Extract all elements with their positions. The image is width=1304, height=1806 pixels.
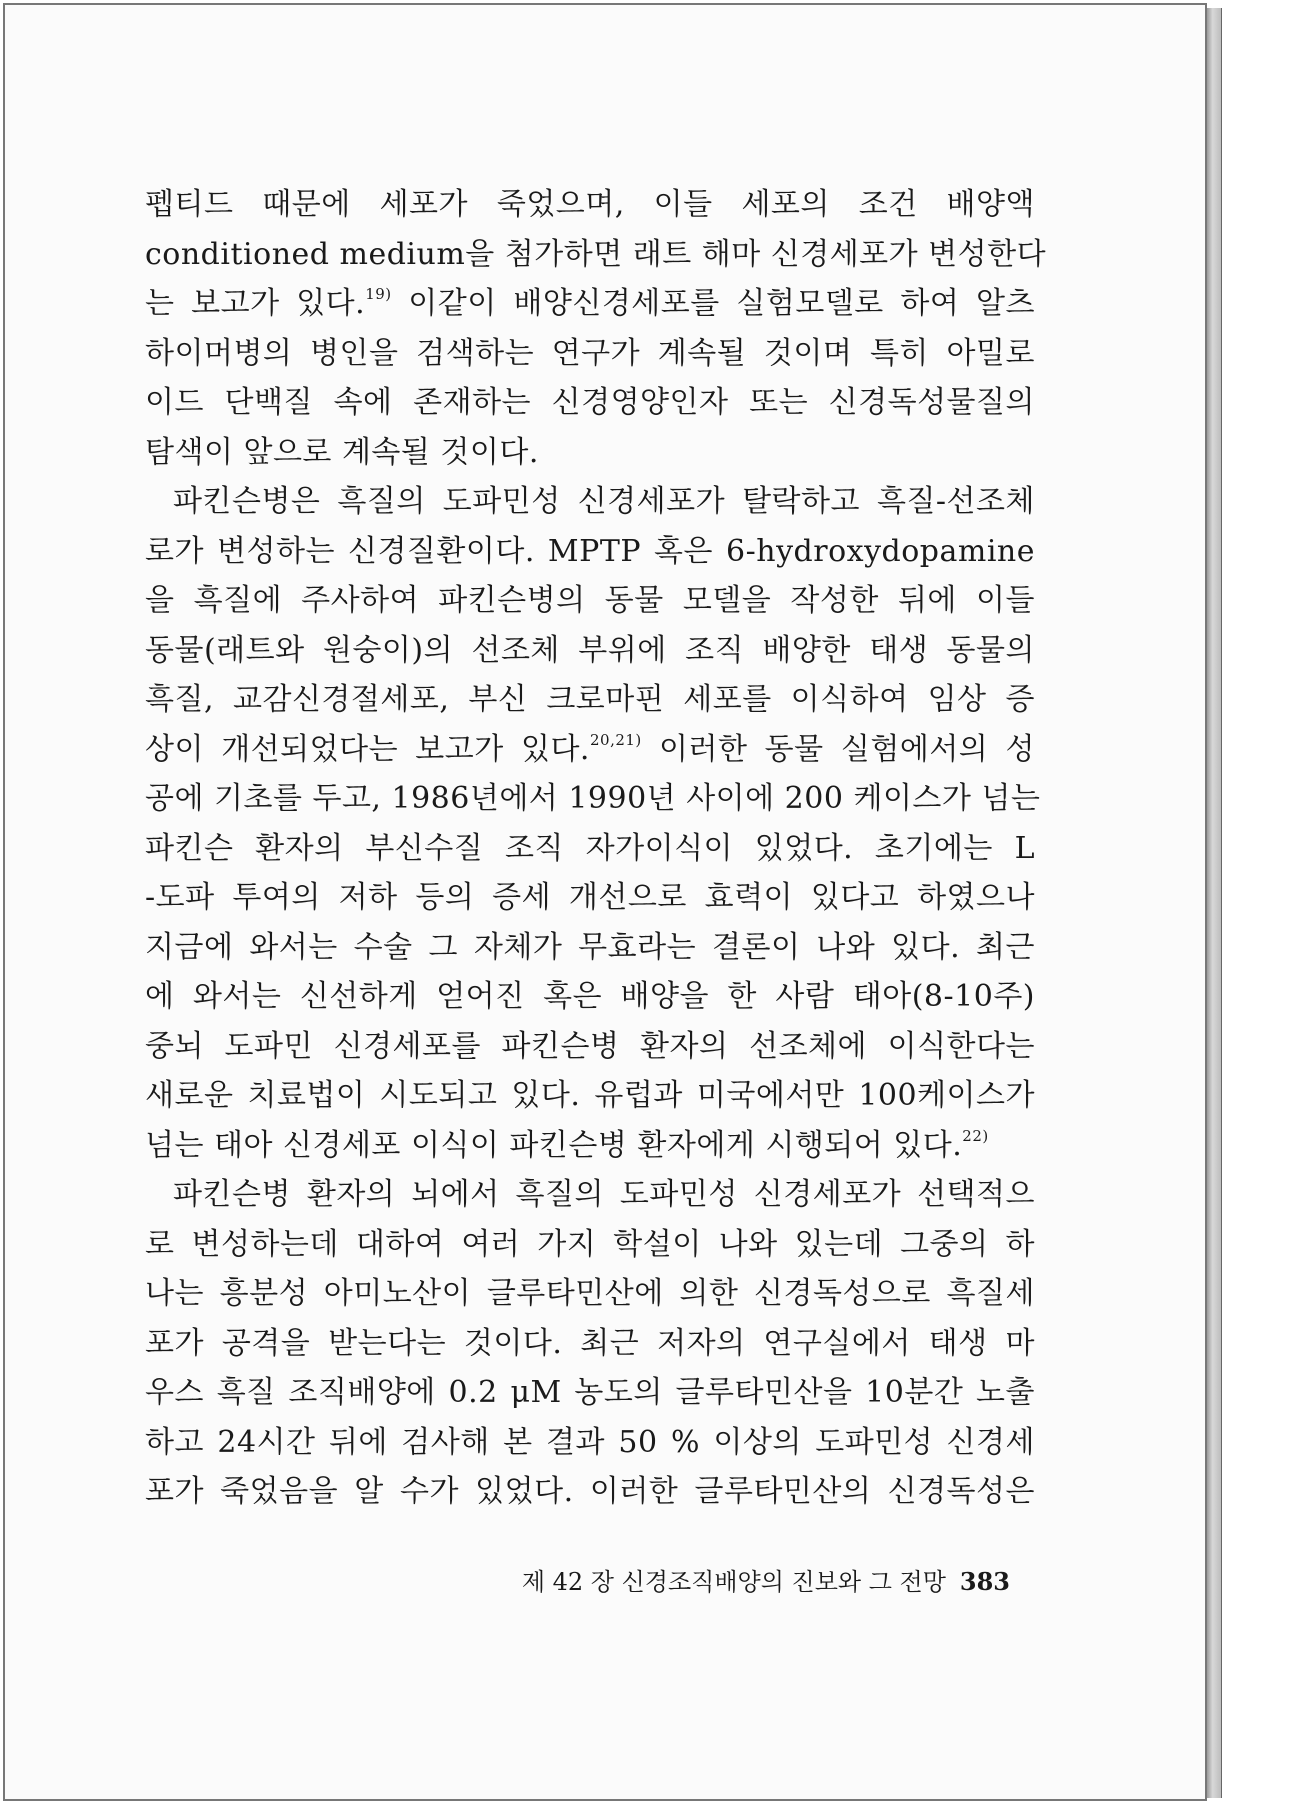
paragraph-start-line: 파킨슨병은 흑질의 도파민성 신경세포가 탈락하고 흑질-선조체 [173,484,1035,519]
text-line: 새로운 치료법이 시도되고 있다. 유럽과 미국에서만 100케이스가 [145,1078,1035,1113]
text-line: 파킨슨 환자의 부신수질 조직 자가이식이 있었다. 초기에는 L [145,830,1035,866]
text-line: 로 변성하는데 대하여 여러 가지 학설이 나와 있는데 그중의 하 [145,1226,1035,1262]
page-footer [470,1562,1010,1602]
citation-reference: 22) [962,1126,989,1145]
text-line: -도파 투여의 저하 등의 증세 개선으로 효력이 있다고 하였으나 [145,880,1035,915]
body-text [145,180,1047,1517]
text-line: 이드 단백질 속에 존재하는 신경영양인자 또는 신경독성물질의 [145,385,1035,420]
text-line: 을 흑질에 주사하여 파킨슨병의 동물 모델을 작성한 뒤에 이들 [145,583,1035,618]
text-line: 공에 기초를 두고, 1986년에서 1990년 사이에 200 케이스가 넘는 [145,781,1041,816]
text-line: 로가 변성하는 신경질환이다. MPTP 혹은 6-hydroxydopamine [145,533,1035,569]
running-title: 제 42 장 신경조직배양의 진보와 그 전망 [521,1568,946,1596]
citation-reference: 19) [365,285,392,303]
text-line: 펩티드 때문에 세포가 죽었으며, 이들 세포의 조건 배양액 [145,187,1035,222]
text-line: conditioned medium을 첨가하면 래트 해마 신경세포가 변성한다 [145,236,1047,272]
text-line: 동물(래트와 원숭이)의 선조체 부위에 조직 배양한 태생 동물의 [145,632,1035,668]
text-line: 하이머병의 병인을 검색하는 연구가 계속될 것이며 특히 아밀로 [145,335,1035,371]
text-line: 포가 공격을 받는다는 것이다. 최근 저자의 연구실에서 태생 마 [145,1325,1035,1361]
text-line: 지금에 와서는 수술 그 자체가 무효라는 결론이 나와 있다. 최근 [145,929,1035,965]
citation-reference: 20,21) [589,730,642,749]
text-line: 흑질, 교감신경절세포, 부신 크로마핀 세포를 이식하여 임상 증 [145,682,1035,717]
text-line: 에 와서는 신선하게 얻어진 혹은 배양을 한 사람 태아(8-10주) [145,979,1035,1014]
text-line: 하고 24시간 뒤에 검사해 본 결과 50 % 이상의 도파민성 신경세 [145,1424,1035,1460]
page-number: 383 [959,1567,1010,1596]
page-stack-edge [1207,8,1222,1798]
text-line: 넘는 태아 신경세포 이식이 파킨슨병 환자에게 시행되어 있다.$^{22)}$ [145,1126,989,1163]
text-line: 상이 개선되었다는 보고가 있다.$^{20,21)}$ 이러한 동물 실험에서의 성 [145,730,1035,767]
text-line: 중뇌 도파민 신경세포를 파킨슨병 환자의 선조체에 이식한다는 [145,1028,1035,1064]
text-line: 포가 죽었음을 알 수가 있었다. 이러한 글루타민산의 신경독성은 [145,1474,1035,1509]
text-line: 는 보고가 있다.$^{19)}$ 이같이 배양신경세포를 실험모델로 하여 알츠 [145,285,1035,321]
text-line: 탐색이 앞으로 계속될 것이다. [145,434,539,470]
paragraph-start-line: 파킨슨병 환자의 뇌에서 흑질의 도파민성 신경세포가 선택적으 [173,1177,1035,1212]
text-line: 나는 흥분성 아미노산이 글루타민산에 의한 신경독성으로 흑질세 [145,1276,1035,1311]
text-line: 우스 흑질 조직배양에 0.2 μM 농도의 글루타민산을 10분간 노출 [145,1375,1035,1410]
